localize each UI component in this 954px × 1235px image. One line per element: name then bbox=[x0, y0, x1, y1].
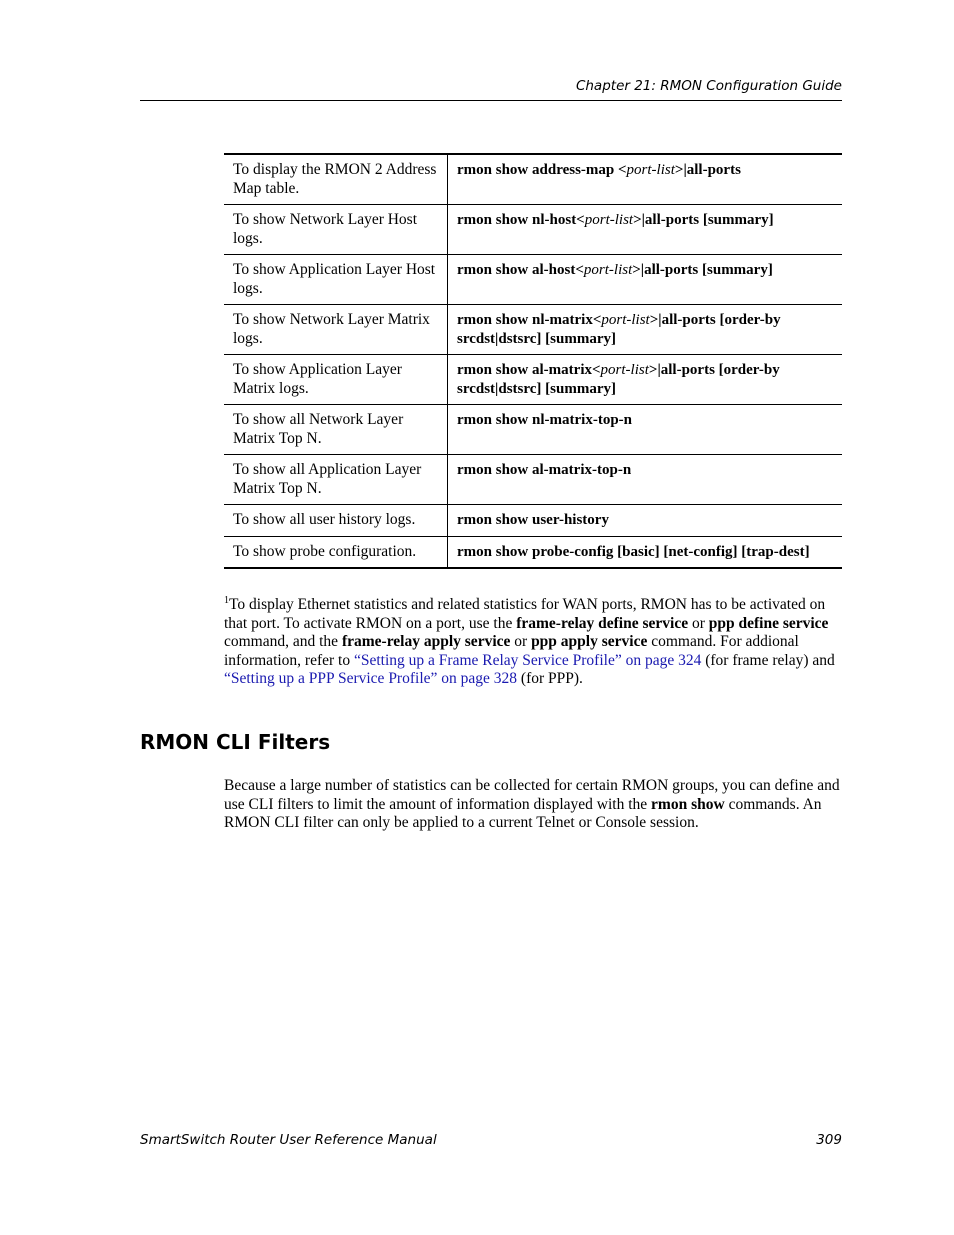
row-description: To show probe configuration. bbox=[224, 536, 448, 568]
row-description: To show Network Layer Matrix logs. bbox=[224, 305, 448, 355]
row-command: rmon show al-host<port-list>|all-ports [summary] bbox=[448, 255, 843, 305]
row-description: To show Application Layer Matrix logs. bbox=[224, 355, 448, 405]
table-row bbox=[224, 405, 842, 455]
row-command: rmon show al-matrix-top-n bbox=[448, 455, 843, 505]
row-description: To show Network Layer Host logs. bbox=[224, 205, 448, 255]
row-description: To show all Application Layer Matrix Top N. bbox=[224, 455, 448, 505]
section-paragraph: Because a large number of statistics can be collected for certain RMON groups, you can define and use CLI filters to limit the amount of information displayed with the rmon show commands. An RMON CLI filter can only be applied to a current Telnet or Console session. bbox=[224, 777, 840, 832]
table-row bbox=[224, 305, 842, 355]
row-command: rmon show nl-matrix<port-list>|all-ports [order-by srcdst|dstsrc] [summary] bbox=[448, 305, 843, 355]
table-row bbox=[224, 154, 842, 205]
table-row bbox=[224, 536, 842, 568]
row-description: To show all Network Layer Matrix Top N. bbox=[224, 405, 448, 455]
ppp-profile-link[interactable]: “Setting up a PPP Service Profile” on page 328 bbox=[224, 670, 518, 688]
row-description: To show all user history logs. bbox=[224, 505, 448, 537]
row-command: rmon show probe-config [basic] [net-config] [trap-dest] bbox=[448, 536, 843, 568]
row-command: rmon show address-map <port-list>|all-ports bbox=[457, 162, 741, 178]
chapter-header: Chapter 21: RMON Configuration Guide bbox=[575, 78, 842, 94]
table-row bbox=[224, 455, 842, 505]
row-description: To show Application Layer Host logs. bbox=[224, 255, 448, 305]
table-row bbox=[224, 505, 842, 537]
table-row bbox=[224, 355, 842, 405]
header-divider bbox=[140, 100, 842, 101]
row-command: rmon show nl-host<port-list>|all-ports [summary] bbox=[448, 205, 843, 255]
row-description: To display the RMON 2 Address Map table. bbox=[224, 154, 448, 205]
table-footnote: $^1$To display Ethernet statistics and related statistics for WAN ports, RMON has to be activated on that port. To activate RMON on a port, use the frame-relay define service or ppp define service command, and the frame-relay apply service or ppp apply service command. For addional information, refer to “Setting up a Frame Relay Service Profile” on page 324 (for frame relay) and “Setting up a PPP Service Profile” on page 328 (for PPP). bbox=[224, 595, 835, 688]
command-table bbox=[224, 153, 842, 569]
page-number: 309 bbox=[816, 1132, 842, 1148]
row-command: rmon show user-history bbox=[448, 505, 843, 537]
footnote-marker: 1 bbox=[224, 595, 229, 606]
row-command: rmon show nl-matrix-top-n bbox=[448, 405, 843, 455]
section-heading: RMON CLI Filters bbox=[140, 730, 331, 754]
footer-manual-title: SmartSwitch Router User Reference Manual bbox=[140, 1132, 437, 1148]
table-row bbox=[224, 205, 842, 255]
table-row bbox=[224, 255, 842, 305]
row-command: rmon show al-matrix<port-list>|all-ports [order-by srcdst|dstsrc] [summary] bbox=[448, 355, 843, 405]
frame-relay-profile-link[interactable]: “Setting up a Frame Relay Service Profile” on page 324 bbox=[353, 651, 702, 669]
